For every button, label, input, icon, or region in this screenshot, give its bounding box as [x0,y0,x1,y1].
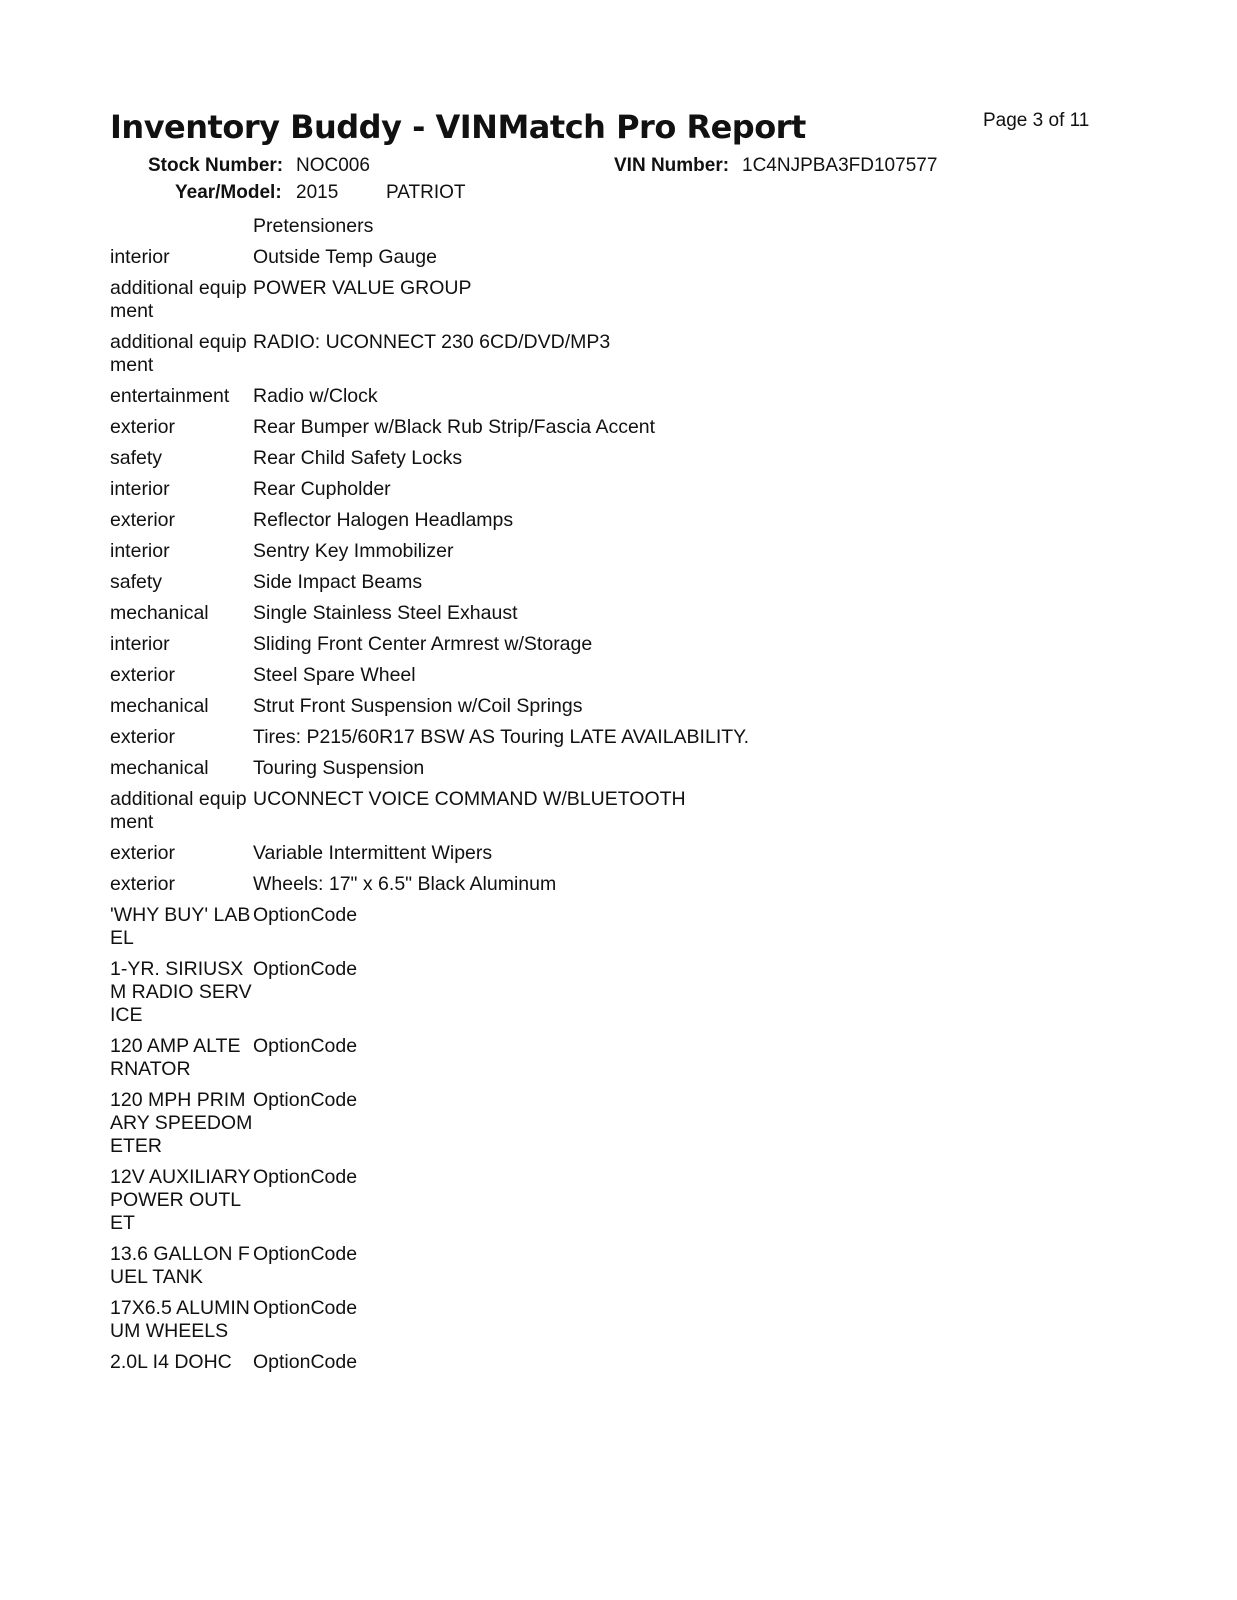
report-title: Inventory Buddy - VINMatch Pro Report [110,108,806,146]
list-item [110,873,1010,896]
list-item [110,1035,1010,1081]
list-item [110,664,1010,687]
description-cell: Radio w/Clock [253,385,378,407]
description-cell: OptionCode [253,958,358,980]
description-cell: OptionCode [253,1351,358,1373]
year-model-label: Year/Model: [175,182,282,203]
category-cell: safety [110,571,163,593]
list-item [110,958,1010,1027]
description-cell: OptionCode [253,1035,358,1057]
description-cell: RADIO: UCONNECT 230 6CD/DVD/MP3 [253,331,611,353]
list-item [110,478,1010,501]
category-cell: 13.6 GALLON FUEL TANK [110,1243,250,1288]
category-cell: additional equipment [110,277,247,322]
category-cell: 120 MPH PRIMARY SPEEDOMETER [110,1089,253,1157]
category-cell: exterior [110,664,176,686]
description-cell: Reflector Halogen Headlamps [253,509,514,531]
list-item [110,757,1010,780]
category-cell: mechanical [110,695,209,717]
description-cell: POWER VALUE GROUP [253,277,472,299]
list-item [110,416,1010,439]
description-cell: OptionCode [253,1243,358,1265]
stock-number-label: Stock Number: [148,155,284,176]
list-item [110,277,1010,323]
category-cell: safety [110,447,163,469]
vin-number-label: VIN Number: [614,155,730,176]
category-cell: entertainment [110,385,230,407]
description-cell: Touring Suspension [253,757,425,779]
model-value: PATRIOT [386,182,466,203]
list-item [110,509,1010,532]
category-cell: interior [110,478,170,500]
list-item [110,540,1010,563]
description-cell: OptionCode [253,904,358,926]
description-cell: Variable Intermittent Wipers [253,842,493,864]
description-cell: Single Stainless Steel Exhaust [253,602,518,624]
list-item [110,602,1010,625]
category-cell: exterior [110,842,176,864]
list-item [110,695,1010,718]
description-cell: UCONNECT VOICE COMMAND W/BLUETOOTH [253,788,686,810]
description-cell: Outside Temp Gauge [253,246,437,268]
description-cell: OptionCode [253,1089,358,1111]
equipment-list [110,215,1010,1382]
category-cell: 12V AUXILIARY POWER OUTLET [110,1166,251,1234]
list-item [110,726,1010,749]
description-cell: Rear Child Safety Locks [253,447,463,469]
vin-number-value: 1C4NJPBA3FD107577 [742,155,938,176]
page-number: Page 3 of 11 [983,110,1090,131]
category-cell: 120 AMP ALTERNATOR [110,1035,241,1080]
description-cell: OptionCode [253,1297,358,1319]
description-cell: Tires: P215/60R17 BSW AS Touring LATE AVAILABILITY. [253,726,750,748]
list-item [110,633,1010,656]
description-cell: Strut Front Suspension w/Coil Springs [253,695,583,717]
category-cell: additional equipment [110,331,247,376]
list-item [110,331,1010,377]
list-item [110,842,1010,865]
category-cell: mechanical [110,602,209,624]
list-item [110,788,1010,834]
description-cell: Sliding Front Center Armrest w/Storage [253,633,593,655]
list-item [110,1089,1010,1158]
category-cell: exterior [110,726,176,748]
category-cell: additional equipment [110,788,247,833]
category-cell [110,215,253,238]
category-cell: exterior [110,416,176,438]
description-cell: Pretensioners [253,215,374,237]
list-item [110,215,1010,238]
category-cell: interior [110,633,170,655]
list-item [110,904,1010,950]
list-item [110,246,1010,269]
category-cell: exterior [110,509,176,531]
list-item [110,571,1010,594]
category-cell: 'WHY BUY' LABEL [110,904,251,949]
category-cell: 17X6.5 ALUMINUM WHEELS [110,1297,250,1342]
list-item [110,1166,1010,1235]
category-cell: 1-YR. SIRIUSXM RADIO SERVICE [110,958,252,1026]
category-cell: 2.0L I4 DOHC [110,1351,232,1373]
description-cell: Steel Spare Wheel [253,664,416,686]
category-cell: mechanical [110,757,209,779]
description-cell: Rear Bumper w/Black Rub Strip/Fascia Accent [253,416,656,438]
list-item [110,1243,1010,1289]
category-cell: interior [110,540,170,562]
list-item [110,1351,1010,1374]
category-cell: exterior [110,873,176,895]
list-item [110,447,1010,470]
description-cell: Wheels: 17" x 6.5" Black Aluminum [253,873,557,895]
description-cell: Rear Cupholder [253,478,391,500]
list-item [110,1297,1010,1343]
year-value: 2015 [296,182,339,203]
category-cell: interior [110,246,170,268]
description-cell: Sentry Key Immobilizer [253,540,454,562]
stock-number-value: NOC006 [296,155,370,176]
description-cell: OptionCode [253,1166,358,1188]
description-cell: Side Impact Beams [253,571,423,593]
list-item [110,385,1010,408]
